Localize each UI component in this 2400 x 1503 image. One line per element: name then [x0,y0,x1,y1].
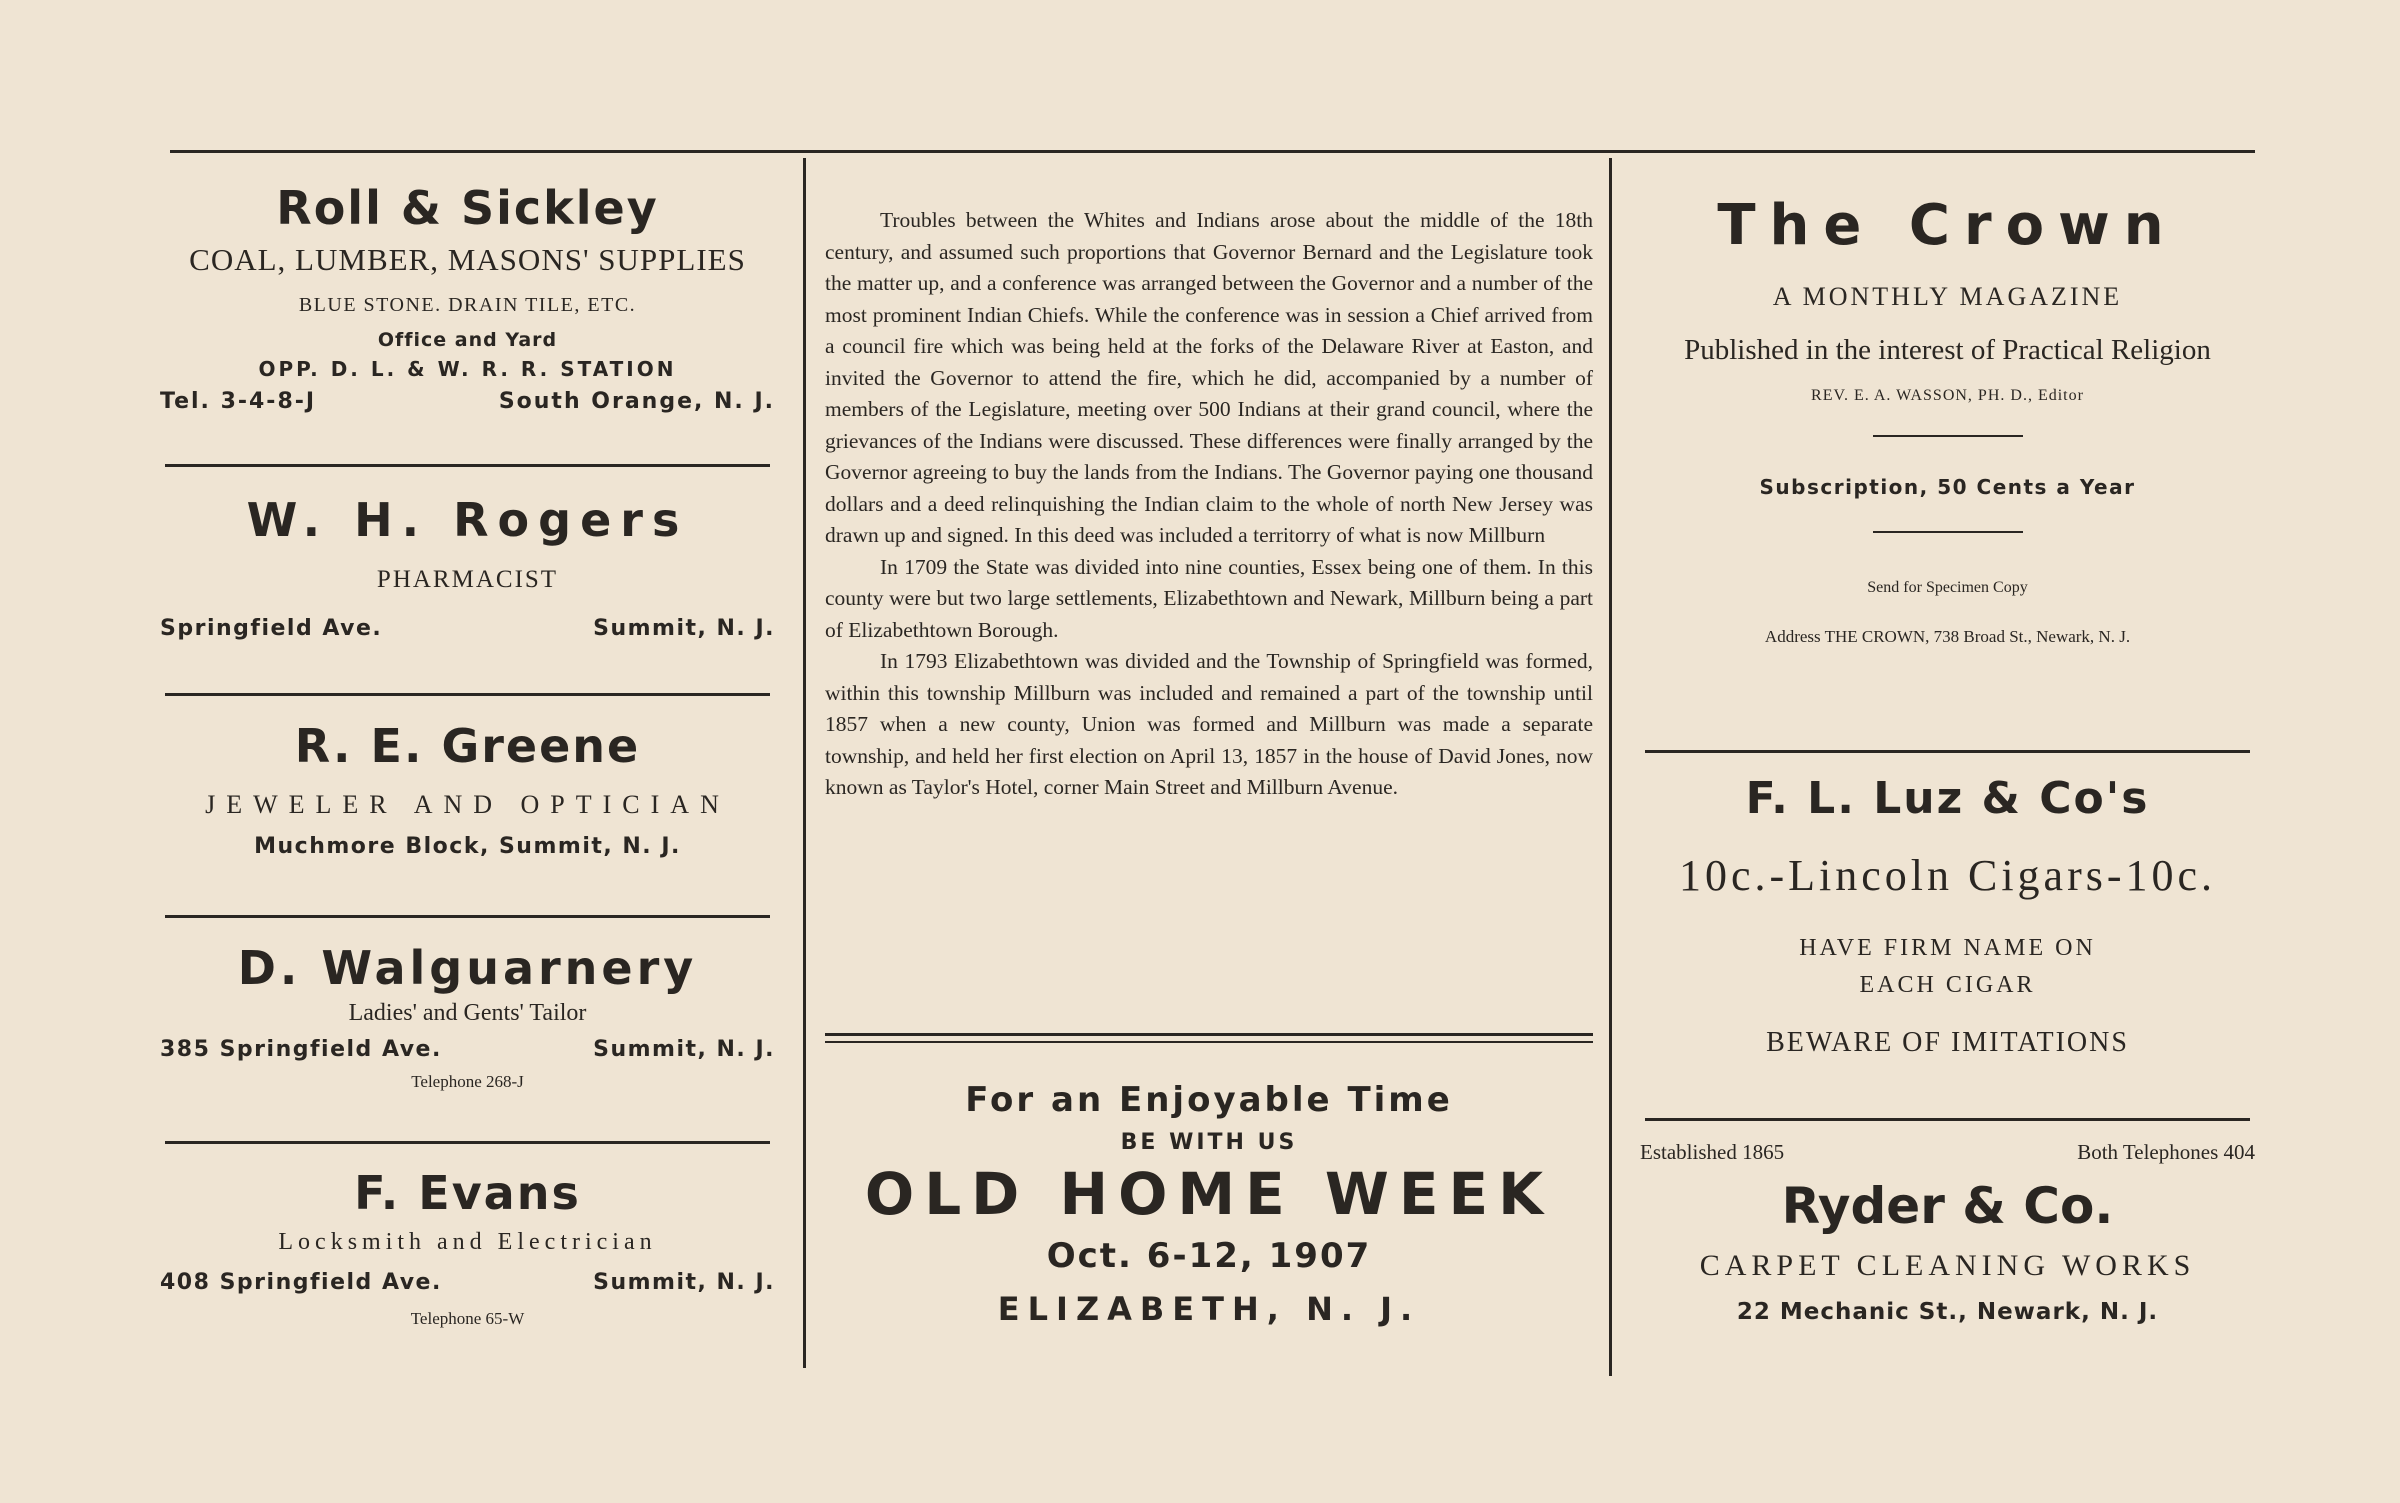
divider [1645,1118,2250,1121]
rogers-name: W. H. Rogers [246,493,689,547]
walguarnery-trade: Ladies' and Gents' Tailor [348,999,587,1026]
greene-address: Muchmore Block, Summit, N. J. [254,833,681,859]
luz-warning: BEWARE OF IMITATIONS [1766,1027,2129,1058]
column-divider-right [1609,158,1612,1376]
history-paragraph: Troubles between the Whites and Indians arose about the middle of the 18th century, and assumed such proportions that Governor Bernard and the Legislature took the matter up, and a conference was arranged between the Governor and a number of the most prominent Indian Chiefs. While the conference was in session a Chief arrived from a council fire which was being held at the forks of the Delaware River at Easton, and invited the Governor to attend the fire, which he did, accompanied by a number of members of the Legislature, meeting over 500 Indians at their grand council, where the grievances of the Indians were discussed. These differences were finally arranged by the Governor agreeing to buy the lands from the Indians. The Governor paying one thousand dollars and a deed relinquishing the Indian claim to the whole of north New Jersey was drawn up and signed. In this deed was included a territorry of what is now Millburn [825,208,1593,547]
walguarnery-name: D. Walguarnery [237,941,698,995]
crown-subscription: Subscription, 50 Cents a Year [1759,475,2136,499]
divider [165,693,770,696]
evans-phone: Telephone 65-W [410,1308,525,1328]
old-home-week-title: OLD HOME WEEK [864,1160,1554,1228]
rogers-location: Summit, N. J. [593,615,775,641]
ad-ryder [1640,1140,2255,1325]
crown-address: Address THE CROWN, 738 Broad St., Newark, N. J. [1764,627,2131,646]
roll-sickley-location: South Orange, N. J. [498,388,775,414]
ryder-trade: CARPET CLEANING WORKS [1699,1249,2196,1282]
divider [165,464,770,467]
luz-product: 10c.-Lincoln Cigars-10c. [1678,851,2217,900]
walguarnery-address: 385 Springfield Ave. [160,1036,442,1062]
greene-trade: JEWELER AND OPTICIAN [205,789,730,819]
roll-sickley-office: Office and Yard [377,328,558,351]
divider [165,915,770,918]
old-home-week-line1: For an Enjoyable Time [965,1080,1453,1120]
double-rule [825,1033,1593,1043]
ad-greene [160,721,775,859]
roll-sickley-station: OPP. D. L. & W. R. R. STATION [258,356,677,381]
ryder-address: 22 Mechanic St., Newark, N. J. [1736,1299,2159,1325]
top-rule [170,150,2255,153]
crown-title: The Crown [1717,193,2178,258]
roll-sickley-tel: Tel. 3-4-8-J [160,388,317,414]
ryder-established: Established 1865 [1640,1140,1785,1164]
evans-trade: Locksmith and Electrician [278,1228,657,1255]
evans-location: Summit, N. J. [593,1269,775,1295]
crown-specimen: Send for Specimen Copy [1867,579,2028,596]
ad-luz [1640,773,2255,1059]
short-rule [1873,435,2023,437]
roll-sickley-products: BLUE STONE. DRAIN TILE, ETC. [298,293,637,316]
ad-the-crown [1640,193,2255,647]
ad-rogers [160,495,775,641]
crown-subtitle: A MONTHLY MAGAZINE [1772,282,2123,311]
evans-name: F. Evans [354,1166,581,1220]
old-home-week-dates: Oct. 6-12, 1907 [1046,1235,1372,1276]
walguarnery-location: Summit, N. J. [593,1036,775,1062]
divider [1645,750,2250,753]
greene-name: R. E. Greene [294,719,641,773]
history-text [825,205,1593,804]
ad-old-home-week [825,1080,1593,1328]
luz-note2: EACH CIGAR [1859,972,2036,998]
crown-editor: REV. E. A. WASSON, PH. D., Editor [1811,387,2084,404]
history-paragraph: In 1793 Elizabethtown was divided and the Township of Springfield was formed, within this township Millburn was included and remained a part of the township until 1857 when a new county, Union was formed and Millburn was made a separate township, and held her first election on April 13, 1857 in the house of David Jones, now known as Taylor's Hotel, corner Main Street and Millburn Avenue. [825,649,1593,799]
evans-address: 408 Springfield Ave. [160,1269,442,1295]
old-home-week-place: ELIZABETH, N. J. [997,1289,1421,1328]
ryder-name: Ryder & Co. [1781,1177,2114,1235]
crown-purpose: Published in the interest of Practical Religion [1684,334,2211,366]
divider [165,1141,770,1144]
roll-sickley-name: Roll & Sickley [276,181,659,235]
luz-note1: HAVE FIRM NAME ON [1799,935,2096,961]
walguarnery-phone: Telephone 268-J [411,1071,524,1091]
old-home-week-line2: BE WITH US [1120,1130,1298,1155]
roll-sickley-tagline: COAL, LUMBER, MASONS' SUPPLIES [189,241,746,277]
rogers-trade: PHARMACIST [376,565,559,593]
short-rule [1873,531,2023,533]
ad-walguarnery [160,943,775,1092]
rogers-address: Springfield Ave. [160,615,383,641]
column-divider-left [803,158,806,1368]
history-paragraph: In 1709 the State was divided into nine counties, Essex being one of them. In this county were but two large settlements, Elizabethtown and Newark, Millburn being a part of Elizabethtown Borough. [825,554,1593,642]
ryder-phones: Both Telephones 404 [2077,1140,2255,1164]
ad-roll-sickley [160,183,775,414]
ad-evans [160,1168,775,1329]
luz-name: F. L. Luz & Co's [1745,773,2150,824]
